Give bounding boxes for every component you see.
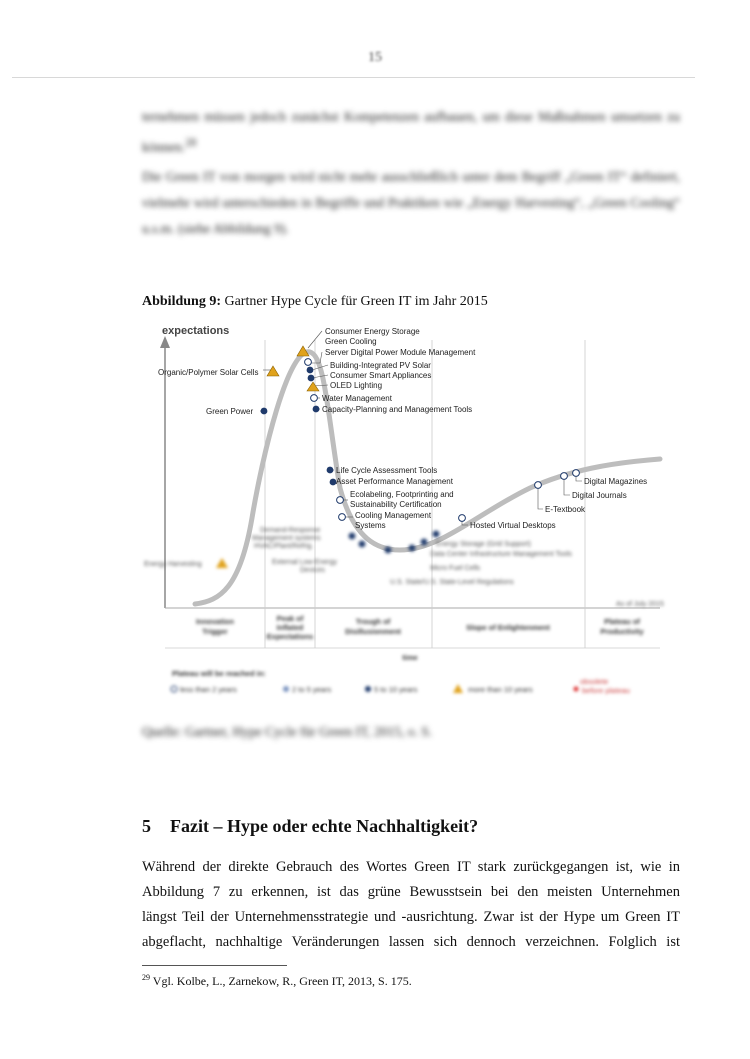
triangle-marker [307, 382, 319, 391]
label-etextbook: E-Textbook [545, 505, 586, 514]
label-server-digital-power: Server Digital Power Module Management [325, 348, 476, 357]
label-oled: OLED Lighting [330, 381, 383, 390]
figure-caption [142, 294, 488, 310]
label-green-power: Green Power [206, 407, 254, 416]
dark-marker [421, 539, 428, 546]
label-lca-tools: Life Cycle Assessment Tools [336, 466, 438, 475]
label-digital-journals: Digital Journals [572, 491, 627, 500]
section-heading [142, 816, 478, 837]
legend-item-2: 2 to 5 years [292, 685, 332, 694]
section-body [142, 855, 680, 955]
phase-innovation-trigger-1: Innovation [196, 617, 234, 626]
label-ecolabeling-1: Ecolabeling, Footprinting and [350, 490, 454, 499]
legend-item-4: more than 10 years [468, 685, 533, 694]
phase-peak-2: Inflated [276, 623, 304, 632]
y-axis-label: expectations [162, 325, 230, 337]
section-number: 5 [142, 816, 151, 836]
phase-trough-2: Disillusionment [345, 627, 401, 636]
dark-marker [409, 545, 416, 552]
paragraph-1 [142, 104, 680, 161]
label-bipv: Building-Integrated PV Solar [330, 361, 431, 370]
dark-marker [433, 531, 440, 538]
legend-marker-5 [574, 687, 579, 692]
label-organic-solar: Organic/Polymer Solar Cells [158, 368, 259, 377]
hollow-marker [459, 515, 466, 522]
hollow-marker [339, 514, 346, 521]
body-line-4: abgeflacht, nachhaltige Veränderungen lassen sich dennoch verzeichnen. Folglich ist [142, 934, 680, 950]
label-external-energy-1: External Low-Energy [272, 559, 337, 566]
phase-plateau-2: Productivity [600, 627, 644, 636]
caption-label: Abbildung 9: [142, 294, 221, 309]
triangle-marker [216, 558, 228, 568]
hollow-marker [573, 470, 580, 477]
legend-item-5a: obsolete [580, 677, 609, 686]
phase-innovation-trigger-2: Trigger [202, 627, 228, 636]
phase-slope: Slope of Enlightenment [466, 623, 550, 632]
legend-marker-3 [365, 686, 371, 692]
paragraph-1-text: ternehmen müssen jedoch zunächst Kompetenzen aufbauen, um diese Maßnahmen umsetzen zu können. [142, 109, 680, 155]
dark-marker [327, 467, 334, 474]
dark-marker [385, 547, 392, 554]
legend-marker-2 [283, 686, 289, 692]
legend-marker-4 [453, 684, 463, 693]
label-consumer-smart-appliances: Consumer Smart Appliances [330, 371, 432, 380]
hollow-marker [561, 473, 568, 480]
footnote-rule [142, 965, 287, 966]
dark-marker [359, 541, 366, 548]
upper-labels [158, 327, 647, 530]
label-green-cooling: Green Cooling [325, 337, 377, 346]
label-water-management: Water Management [322, 394, 392, 403]
label-capacity-planning: Capacity-Planning and Management Tools [322, 405, 473, 414]
hype-cycle-figure [140, 318, 670, 708]
phase-peak-1: Peak of [276, 614, 304, 623]
label-us-state-regulations: U.S. State/U.S. State-Level Regulations [390, 579, 514, 586]
dark-marker [307, 367, 314, 374]
page-number: 15 [368, 50, 382, 65]
hollow-marker [337, 497, 344, 504]
triangle-marker [267, 366, 279, 376]
legend [171, 669, 630, 695]
label-digital-magazines: Digital Magazines [584, 477, 648, 486]
footnote-ref: 28 [185, 137, 197, 149]
legend-marker-1 [171, 686, 177, 692]
x-axis-label: time [402, 653, 418, 662]
legend-item-3: 5 to 10 years [374, 685, 418, 694]
label-energy-harvesting: Energy Harvesting [144, 561, 202, 568]
paragraph-2: Die Green IT von morgen wird nicht mehr ausschließlich unter dem Begriff „Green IT“ definiert, vielmehr wird unterschieden in Begriffe und Praktiken wie „Energy Harvesting“, „Green Cooling“ u.s.m. (siehe Abbildung 9). [142, 169, 680, 236]
caption-text: Gartner Hype Cycle für Green IT im Jahr 2015 [220, 294, 488, 309]
dark-marker [330, 479, 337, 486]
hollow-marker [311, 395, 318, 402]
body-line-1: Während der direkte Gebrauch des Wortes Green IT stark zurückgegangen ist, wie in [142, 859, 680, 875]
dark-marker [308, 375, 315, 382]
legend-title: Plateau will be reached in: [172, 669, 266, 678]
figure-source: Quelle: Gartner, Hype Cycle für Green IT, 2015, o. S. [142, 724, 433, 739]
label-micro-fuel-cells: Micro Fuel Cells [430, 565, 481, 572]
dark-marker [261, 408, 268, 415]
hollow-marker [535, 482, 542, 489]
label-cooling-2: Systems [355, 521, 386, 530]
label-demand-response-2: Management systems [252, 535, 321, 542]
label-data-center-infra: Data Center Infrastructure Management Tools [430, 551, 572, 558]
label-ecolabeling-2: Sustainability Certification [350, 500, 442, 509]
footnote-text: Vgl. Kolbe, L., Zarnekow, R., Green IT, 2013, S. 175. [150, 974, 412, 988]
phase-trough-1: Trough of [355, 617, 391, 626]
label-external-energy-2: Devices [300, 567, 325, 574]
hollow-marker [305, 359, 312, 366]
dark-marker [349, 533, 356, 540]
body-line-2: Abbildung 7 zu erkennen, ist das grüne Bewusstsein bei den meisten Unternehmen [142, 884, 680, 900]
header-rule [12, 77, 695, 78]
as-of-label: As of July 2015 [616, 601, 664, 608]
section-title: Fazit – Hype oder echte Nachhaltigkeit? [170, 816, 479, 836]
footnote [142, 973, 412, 989]
label-asset-performance: Asset Performance Management [336, 477, 453, 486]
label-energy-storage: Energy Storage (Grid Support) [436, 541, 531, 548]
label-consumer-energy-storage: Consumer Energy Storage [325, 327, 420, 336]
phase-peak-3: Expectations [266, 632, 314, 641]
phase-plateau-1: Plateau of [604, 617, 640, 626]
body-line-3: längst Teil der Unternehmensstrategie und -ausrichtung. Zwar ist der Hype um Green IT [142, 909, 680, 925]
label-demand-response-3: HVAC/Plant/Refrig. [254, 543, 314, 550]
label-demand-response-1: Demand-Response [260, 527, 321, 534]
legend-item-5b: before plateau [582, 686, 630, 695]
phase-labels [196, 614, 644, 641]
footnote-number: 29 [142, 973, 150, 982]
label-cooling-1: Cooling Management [355, 511, 432, 520]
legend-item-1: less than 2 years [180, 685, 237, 694]
dark-marker [313, 406, 320, 413]
label-hosted-virtual-desktops: Hosted Virtual Desktops [470, 521, 556, 530]
